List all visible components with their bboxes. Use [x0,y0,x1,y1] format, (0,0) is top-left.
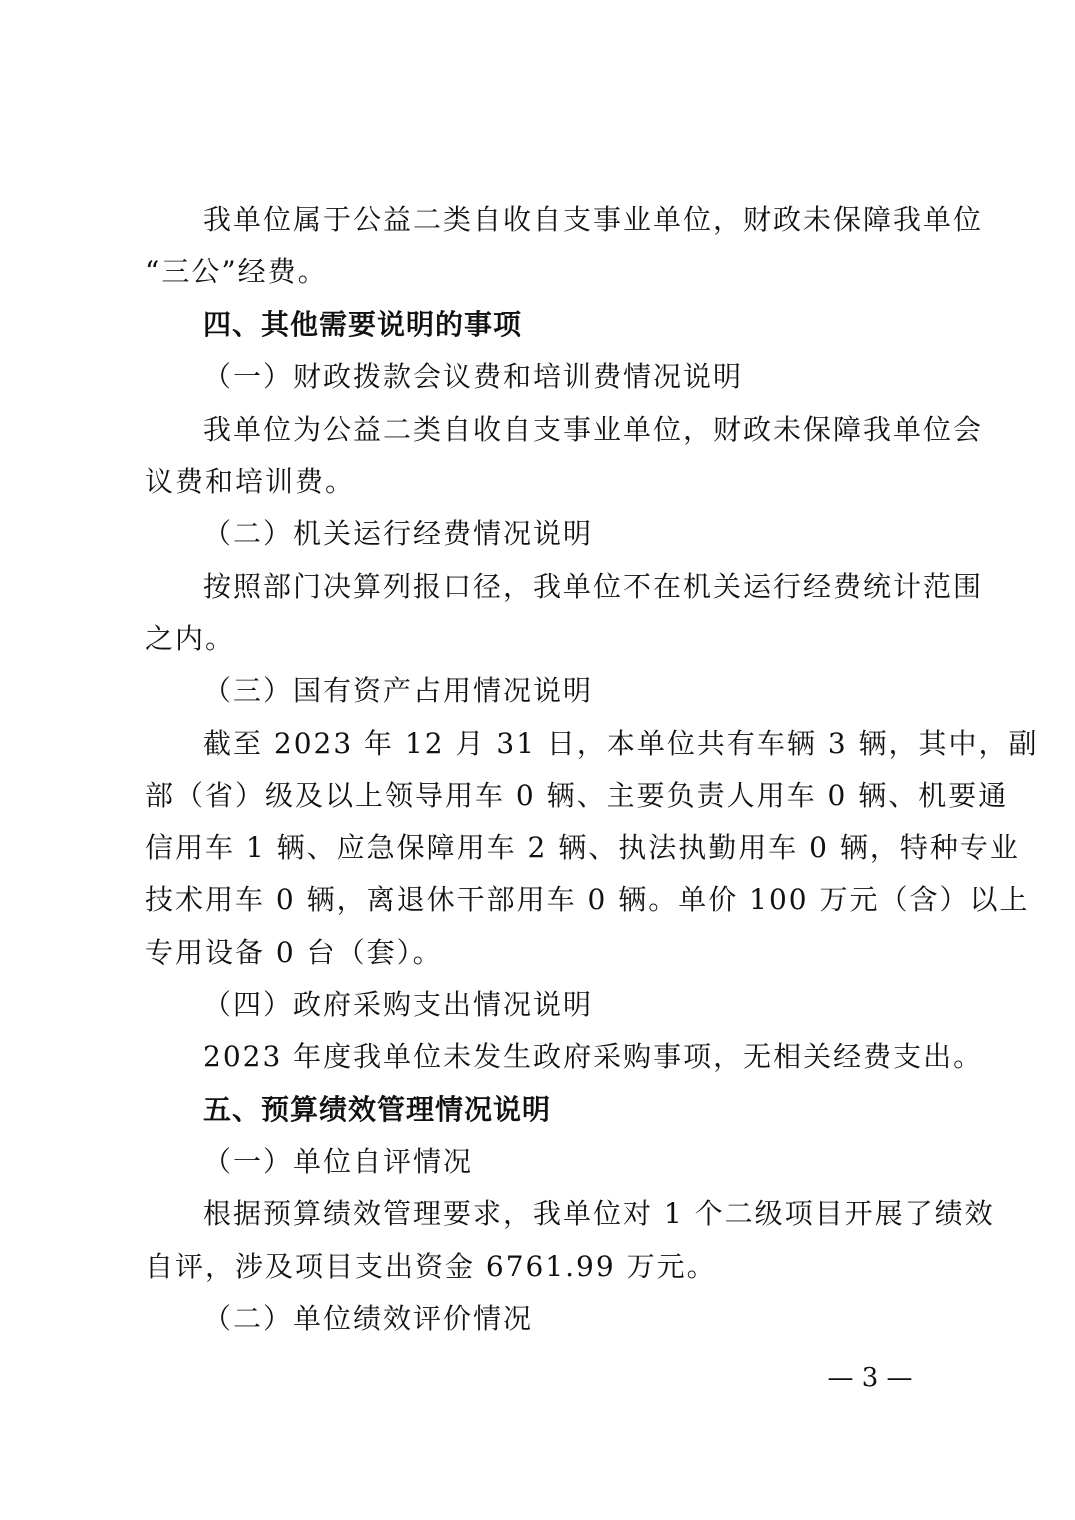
paragraph-line: 按照部门决算列报口径，我单位不在机关运行经费统计范围 [203,570,984,603]
subsection-heading: （三）国有资产占用情况说明 [203,674,594,707]
subsection-heading: （一）单位自评情况 [203,1145,474,1178]
subsection-heading: （四）政府采购支出情况说明 [203,988,594,1021]
paragraph-line: 我单位属于公益二类自收自支事业单位，财政未保障我单位 [203,203,984,236]
subsection-heading: （二）单位绩效评价情况 [203,1302,534,1335]
paragraph-line: 信用车 1 辆、应急保障用车 2 辆、执法执勤用车 0 辆，特种专业 [145,831,1020,864]
paragraph-line: 自评，涉及项目支出资金 6761.99 万元。 [145,1250,717,1283]
paragraph-line: 之内。 [145,622,236,655]
section-heading: 五、预算绩效管理情况说明 [203,1093,552,1126]
paragraph-line: 我单位为公益二类自收自支事业单位，财政未保障我单位会 [203,413,984,446]
subsection-heading: （一）财政拨款会议费和培训费情况说明 [203,360,744,393]
paragraph-line: “三公”经费。 [145,255,328,288]
paragraph-line: 部（省）级及以上领导用车 0 辆、主要负责人用车 0 辆、机要通 [145,779,1009,812]
subsection-heading: （二）机关运行经费情况说明 [203,517,594,550]
section-heading: 四、其他需要说明的事项 [203,308,523,341]
paragraph-line: 议费和培训费。 [145,465,356,498]
paragraph-line: 截至 2023 年 12 月 31 日，本单位共有车辆 3 辆，其中，副 [203,727,1039,760]
paragraph-line: 技术用车 0 辆，离退休干部用车 0 辆。单价 100 万元（含）以上 [145,883,1030,916]
paragraph-line: 专用设备 0 台（套）。 [145,936,443,969]
paragraph-line: 2023 年度我单位未发生政府采购事项，无相关经费支出。 [203,1040,984,1073]
paragraph-line: 根据预算绩效管理要求，我单位对 1 个二级项目开展了绩效 [203,1197,995,1230]
page-number: — 3 — [827,1363,913,1393]
